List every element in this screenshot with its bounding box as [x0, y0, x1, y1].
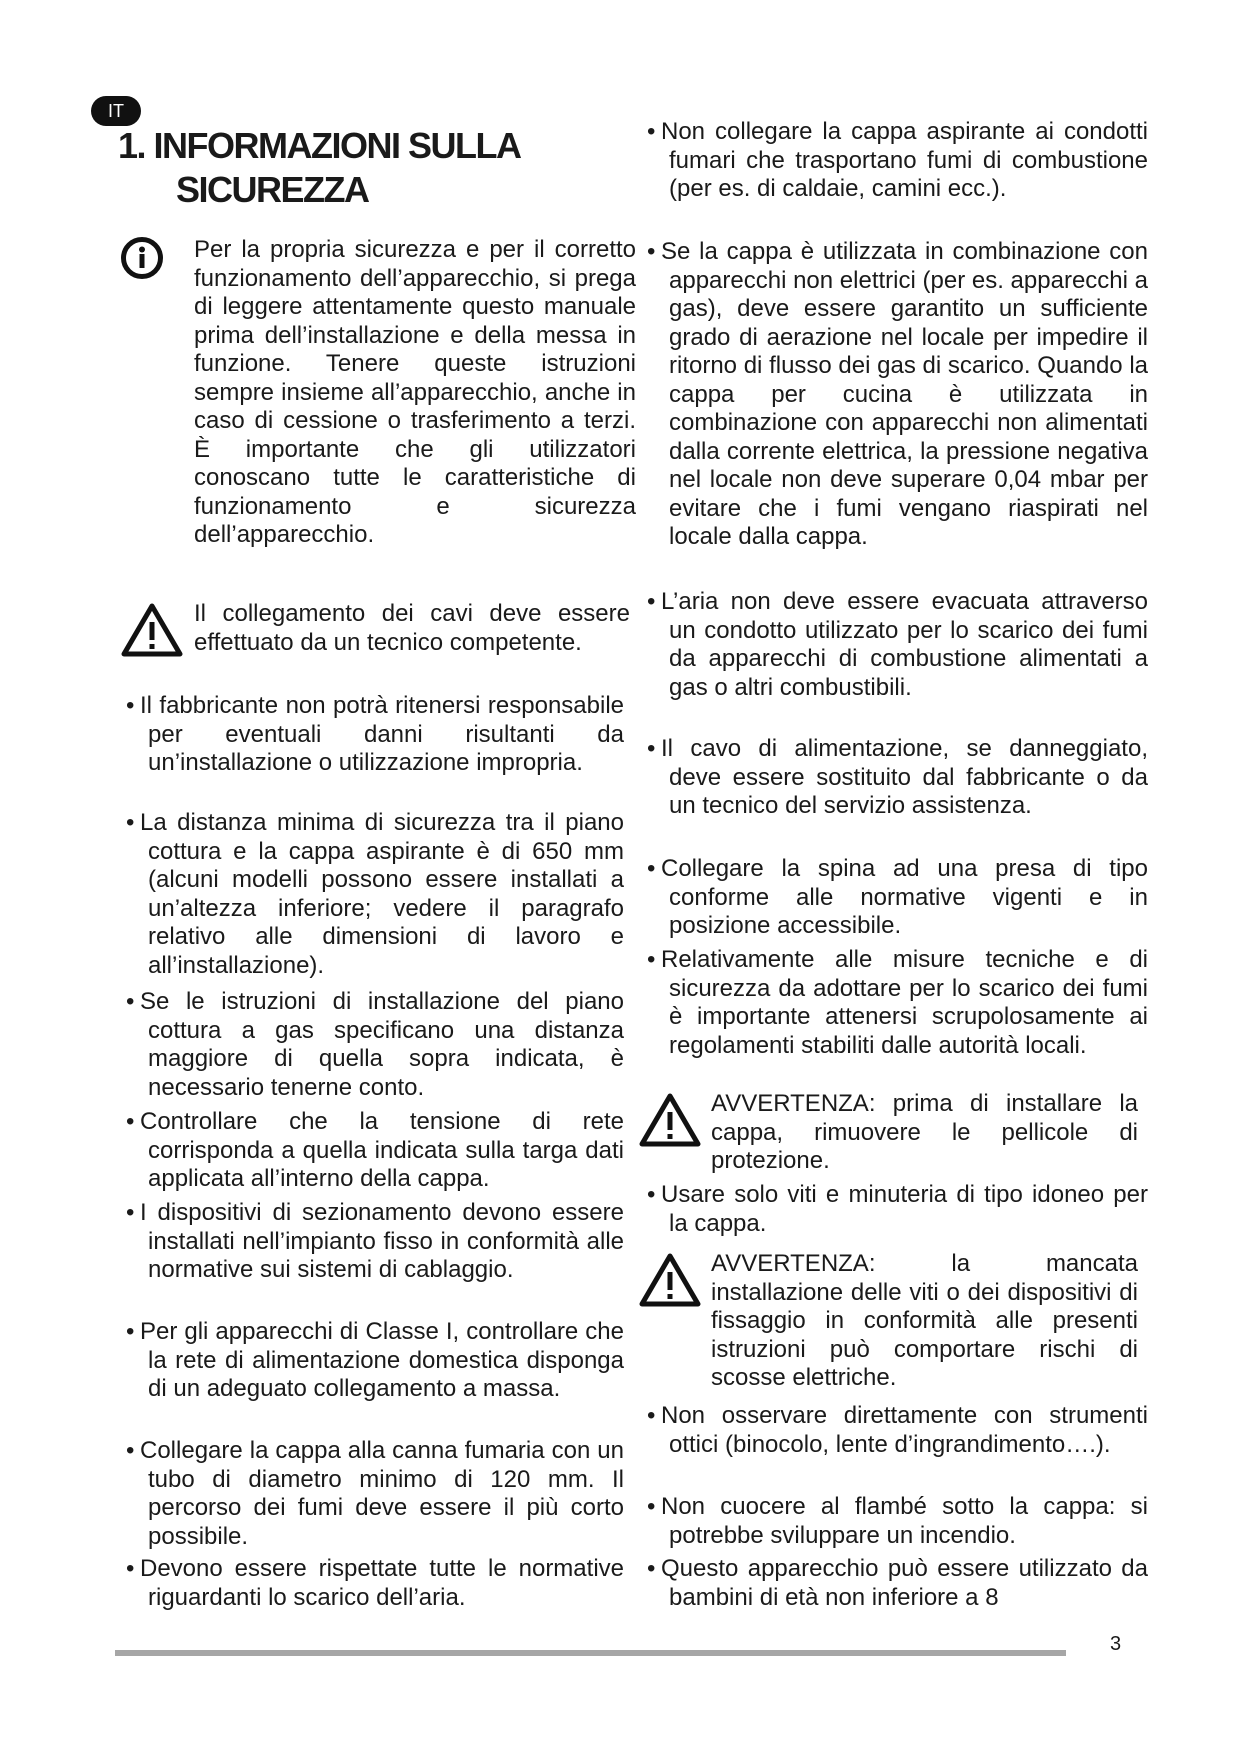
warning-cables: [120, 600, 630, 657]
warning-icon: [638, 1252, 702, 1308]
warning-icon: [638, 1092, 702, 1148]
right-bullet-2: • Se la cappa è utilizzata in combinazione con apparecchi non elettrici (per es. apparecchi a gas), deve essere garantito un sufficiente grado di aerazione nel locale per impedire il ritorno di flusso dei gas di scarico. Quando la cappa per cucina è utilizzata in combinazione con apparecchi non alimentati dalla corrente elettrica, la pressione negativa nel locale non deve superare 0,04 mbar per evitare che i fumi vengano riaspirati nel locale dalla cappa.: [633, 238, 1148, 552]
left-bullet-8: • Devono essere rispettate tutte le normative riguardanti lo scarico dell’aria.: [112, 1555, 624, 1612]
warning-cables-text: Il collegamento dei cavi deve essere effettuato da un tecnico competente.: [194, 600, 630, 656]
warning-screws-text: AVVERTENZA: la mancata installazione delle viti o dei dispositivi di fissaggio in conformità alle presenti istruzioni può comportare rischi di scosse elettriche.: [711, 1250, 1138, 1391]
page-number: 3: [1110, 1633, 1122, 1655]
right-bullet-7: • Usare solo viti e minuteria di tipo idoneo per la cappa.: [633, 1181, 1148, 1238]
language-badge: IT: [91, 96, 141, 126]
info-icon: [120, 236, 164, 280]
warning-films: [638, 1090, 1138, 1176]
warning-films-text: AVVERTENZA: prima di installare la cappa, rimuovere le pellicole di protezione.: [711, 1090, 1138, 1174]
right-bullet-6: • Relativamente alle misure tecniche e di sicurezza da adottare per lo scarico dei fumi è importante attenersi scrupolosamente ai regolamenti stabiliti dalle autorità locali.: [633, 946, 1148, 1060]
left-bullet-7: • Collegare la cappa alla canna fumaria con un tubo di diametro minimo di 120 mm. Il percorso dei fumi deve essere il più corto possibile.: [112, 1437, 624, 1551]
right-bullet-4: • Il cavo di alimentazione, se danneggiato, deve essere sostituito dal fabbricante o da un tecnico del servizio assistenza.: [633, 735, 1148, 821]
right-bullet-5: • Collegare la spina ad una presa di tipo conforme alle normative vigenti e in posizione accessibile.: [633, 855, 1148, 941]
right-bullet-10: • Questo apparecchio può essere utilizzato da bambini di età non inferiore a 8: [633, 1555, 1148, 1612]
left-bullet-2: • La distanza minima di sicurezza tra il piano cottura e la cappa aspirante è di 650 mm (alcuni modelli possono essere installati a un’altezza inferiore; vedere il paragrafo relativo alle dimensioni di lavoro e all’installazione).: [112, 809, 624, 980]
warning-icon: [120, 602, 184, 658]
footer-rule: [115, 1650, 1066, 1656]
right-bullet-3: • L’aria non deve essere evacuata attraverso un condotto utilizzato per lo scarico dei fumi da apparecchi di combustione alimentati a gas o altri combustibili.: [633, 588, 1148, 702]
right-bullet-8: • Non osservare direttamente con strumenti ottici (binocolo, lente d’ingrandimento….).: [633, 1402, 1148, 1459]
left-bullet-1: • Il fabbricante non potrà ritenersi responsabile per eventuali danni risultanti da un’installazione o utilizzazione impropria.: [112, 692, 624, 778]
left-bullet-4: • Controllare che la tensione di rete corrisponda a quella indicata sulla targa dati applicata all’interno della cappa.: [112, 1108, 624, 1194]
warning-screws: [638, 1250, 1138, 1393]
section-title-line-2: SICUREZZA: [176, 169, 369, 210]
info-note: [120, 236, 636, 550]
info-note-text: Per la propria sicurezza e per il corretto funzionamento dell’apparecchio, si prega di leggere attentamente questo manuale prima dell’installazione e della messa in funzione. Tenere queste istruzioni sempre insieme all’apparecchio, anche in caso di cessione o trasferimento a terzi. È importante che gli utilizzatori conoscano tutte le caratteristiche di funzionamento e sicurezza dell’apparecchio.: [194, 236, 636, 548]
left-bullet-5: • I dispositivi di sezionamento devono essere installati nell’impianto fisso in conformità alle normative sui sistemi di cablaggio.: [112, 1199, 624, 1285]
left-bullet-6: • Per gli apparecchi di Classe I, controllare che la rete di alimentazione domestica disponga di un adeguato collegamento a massa.: [112, 1318, 624, 1404]
right-bullet-9: • Non cuocere al flambé sotto la cappa: si potrebbe sviluppare un incendio.: [633, 1493, 1148, 1550]
right-bullet-1: • Non collegare la cappa aspirante ai condotti fumari che trasportano fumi di combustione (per es. di caldaie, camini ecc.).: [633, 118, 1148, 204]
left-bullet-3: • Se le istruzioni di installazione del piano cottura a gas specificano una distanza maggiore di quella sopra indicata, è necessario tenerne conto.: [112, 988, 624, 1102]
section-title: [118, 124, 618, 212]
section-title-line-1: 1. INFORMAZIONI SULLA: [118, 125, 521, 166]
